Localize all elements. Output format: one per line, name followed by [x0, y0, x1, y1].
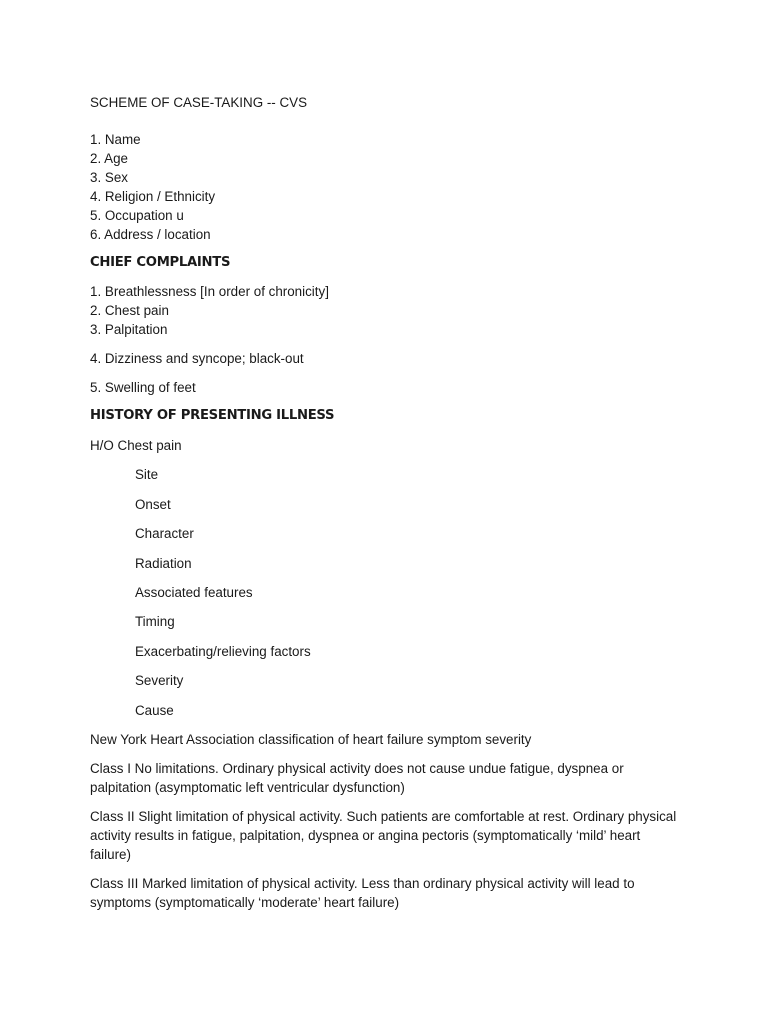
chest-pain-label: H/O Chest pain: [90, 438, 182, 453]
chief-complaints-list: [90, 282, 680, 339]
list-item: Cause: [135, 702, 174, 718]
list-item: 3. Palpitation: [90, 322, 168, 337]
chief-complaint-item-5: 5. Swelling of feet: [90, 380, 196, 395]
document-title: SCHEME OF CASE-TAKING -- CVS: [90, 95, 307, 110]
list-item: 2. Age: [90, 151, 128, 166]
hopi-heading: HISTORY OF PRESENTING ILLNESS: [90, 408, 335, 423]
list-item: Radiation: [135, 555, 192, 571]
list-item: Character: [135, 526, 194, 542]
list-item: 1. Name: [90, 132, 141, 147]
nyha-class-3: Class III Marked limitation of physical activity. Less than ordinary physical activity will lead to symptoms (symptomatically ‘moderate’ heart failure): [90, 875, 635, 910]
list-item: 5. Occupation u: [90, 208, 184, 223]
nyha-intro: New York Heart Association classification of heart failure symptom severity: [90, 731, 532, 747]
chief-complaints-heading: CHIEF COMPLAINTS: [90, 255, 231, 270]
list-item: Site: [135, 467, 159, 483]
list-item: 6. Address / location: [90, 227, 211, 242]
chief-complaint-item-4: 4. Dizziness and syncope; black-out: [90, 351, 304, 366]
list-item: 4. Religion / Ethnicity: [90, 189, 216, 204]
list-item: Onset: [135, 496, 171, 512]
list-item: Exacerbating/relieving factors: [135, 643, 311, 659]
list-item: 1. Breathlessness [In order of chronicity]: [90, 284, 329, 299]
document-page: [90, 94, 680, 912]
list-item: Associated features: [135, 584, 253, 600]
nyha-class-1: Class I No limitations. Ordinary physical activity does not cause undue fatigue, dyspnea or palpitation (asymptomatic left ventricular dysfunction): [90, 760, 624, 795]
list-item: Timing: [135, 614, 175, 630]
list-item: Severity: [135, 673, 184, 689]
nyha-class-2: Class II Slight limitation of physical activity. Such patients are comfortable at rest. Ordinary physical activity results in fatigue, palpitation, dyspnea or angina pectoris (symptomatically ‘mild’ heart failure): [90, 808, 677, 862]
chest-pain-features-list: [90, 465, 680, 719]
patient-details-list: [90, 130, 680, 244]
list-item: 2. Chest pain: [90, 303, 169, 318]
list-item: 3. Sex: [90, 170, 128, 185]
